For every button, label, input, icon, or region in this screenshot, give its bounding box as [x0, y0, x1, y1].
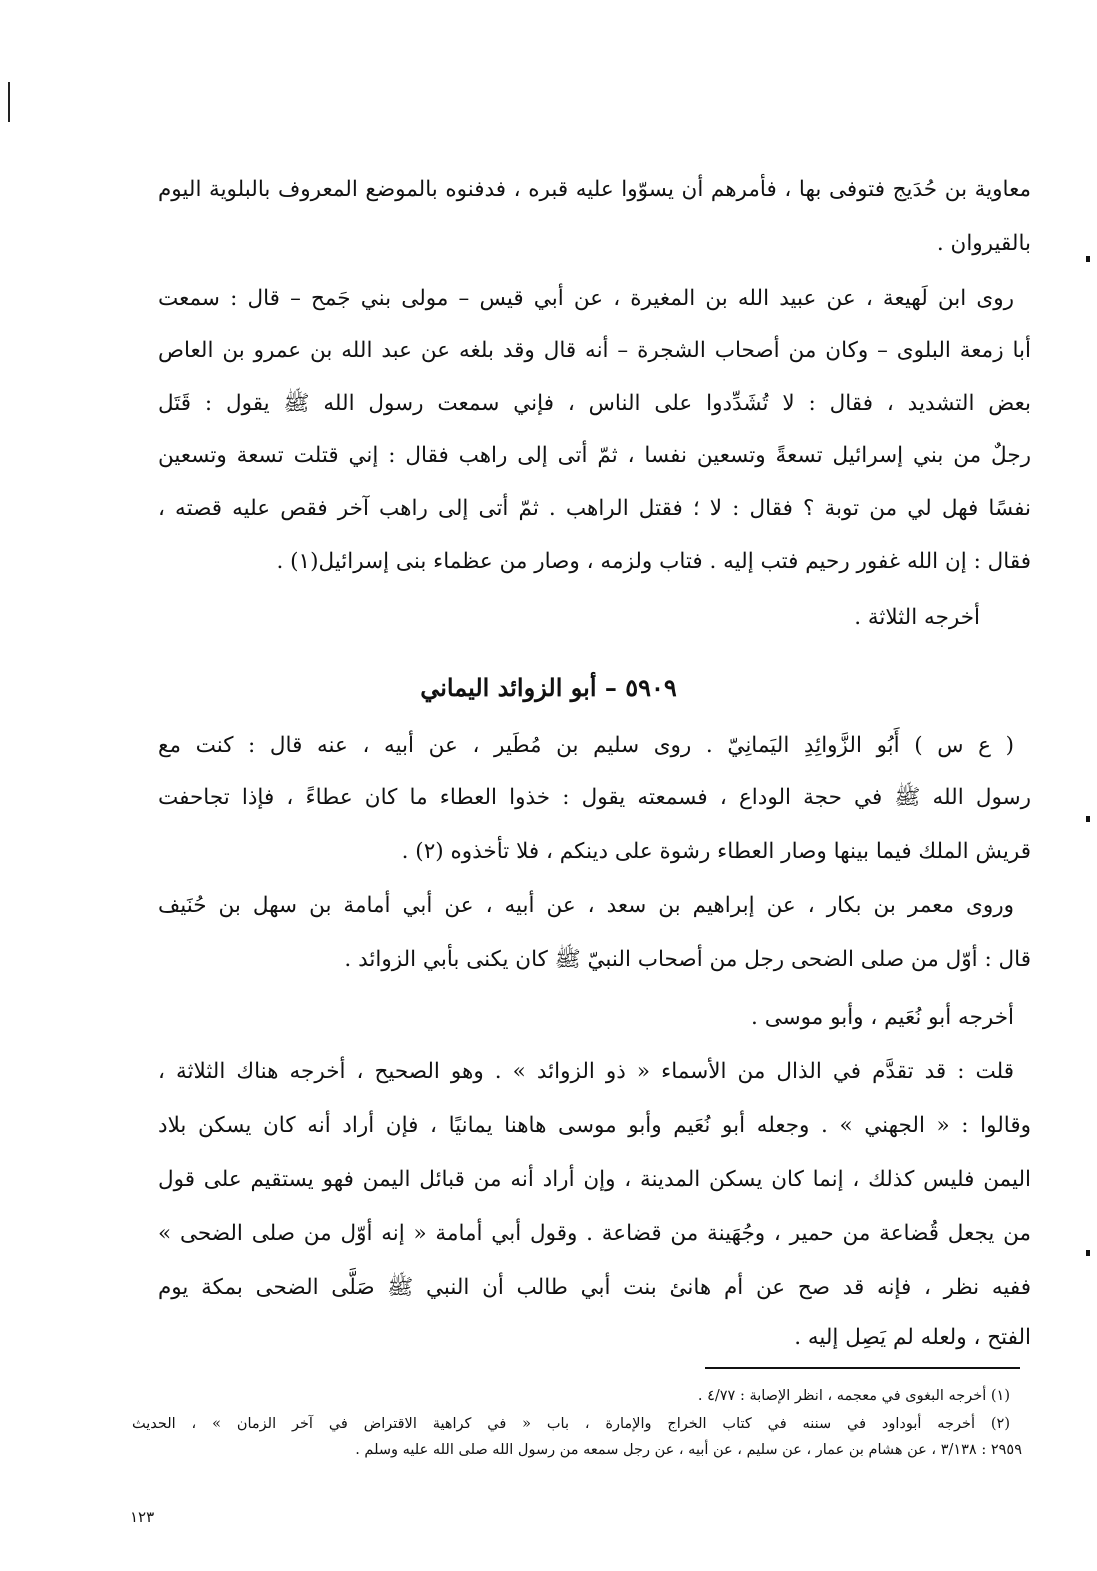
body-line: وروى معمر بن بكار ، عن إبراهيم بن سعد ، عن أبيه ، عن أبي أمامة بن سهل بن حُنَيف — [158, 893, 1014, 918]
footnote: (٢) أخرجه أبوداود في سننه في كتاب الخراج والإمارة ، باب « في كراهية الاقتراض في آخر الزمان » ، الحديث — [132, 1416, 1010, 1432]
body-line: رسول الله ﷺ في حجة الوداع ، فسمعته يقول : خذوا العطاء ما كان عطاءً ، فإذا تجاحفت — [158, 785, 1031, 810]
body-line: روى ابن لَهيعة ، عن عبيد الله بن المغيرة ، عن أبي قيس – مولى بني جَمح – قال : سمعت — [158, 286, 1014, 311]
body-line: ( ع س ) أَبُو الزَّوائِدِ اليَمانِيّ . روى سليم بن مُطَير ، عن أبيه ، عنه قال : كنت مع — [158, 733, 1014, 758]
scan-margin-mark — [8, 82, 10, 122]
takhrij-line: أخرجه الثلاثة . — [854, 605, 980, 630]
body-line: معاوية بن حُدَيج فتوفى بها ، فأمرهم أن يسوّوا عليه قبره ، فدفنوه بالموضع المعروف بالبلوية اليوم — [158, 177, 1031, 202]
body-line: أبا زمعة البلوى – وكان من أصحاب الشجرة – أنه قال وقد بلغه عن عبد الله بن عمرو بن العاص — [158, 338, 1031, 363]
scan-speck — [1086, 1250, 1090, 1256]
body-line: رجلٌ من بني إسرائيل تسعةً وتسعين نفسا ، ثمّ أتى إلى راهب فقال : إني قتلت تسعة وتسعين — [158, 443, 1031, 468]
footnote: (١) أخرجه البغوى في معجمه ، انظر الإصابة : ٤/٧٧ . — [697, 1388, 1010, 1404]
footnote-rule — [705, 1367, 1020, 1369]
body-line: قريش الملك فيما بينها وصار العطاء رشوة على دينكم ، فلا تأخذوه (٢) . — [401, 839, 1031, 864]
entry-heading: ٥٩٠٩ – أبو الزوائد اليماني — [420, 673, 677, 702]
body-line: بعض التشديد ، فقال : لا تُشَدِّدوا على الناس ، فإني سمعت رسول الله ﷺ يقول : قَتَل — [158, 391, 1031, 416]
body-line: نفسًا فهل لي من توبة ؟ فقال : لا ؛ فقتل الراهب . ثمّ أتى إلى راهب آخر فقص عليه قصته ، — [158, 496, 1031, 521]
body-line: قلت : قد تقدَّم في الذال من الأسماء « ذو الزوائد » . وهو الصحيح ، أخرجه هناك الثلاثة ، — [158, 1059, 1014, 1084]
body-line: وقالوا : « الجهني » . وجعله أبو نُعَيم وأبو موسى هاهنا يمانيًا ، فإن أراد أنه كان يسكن بلاد — [158, 1113, 1031, 1138]
body-line: الفتح ، ولعله لم يَصِل إليه . — [794, 1325, 1031, 1350]
body-line: اليمن فليس كذلك ، إنما كان يسكن المدينة ، وإن أراد أنه من قبائل اليمن فهو يستقيم على قول — [158, 1167, 1031, 1192]
page-number: ١٢٣ — [130, 1508, 155, 1526]
scan-speck — [1086, 816, 1090, 822]
scan-speck — [1086, 256, 1090, 262]
body-line: ففيه نظر ، فإنه قد صح عن أم هانئ بنت أبي طالب أن النبي ﷺ صَلَّى الضحى بمكة يوم — [158, 1275, 1031, 1300]
body-line: من يجعل قُضاعة من حمير ، وجُهَينة من قضاعة . وقول أبي أمامة « إنه أوّل من صلى الضحى » — [158, 1221, 1031, 1246]
body-line: فقال : إن الله غفور رحيم فتب إليه . فتاب ولزمه ، وصار من عظماء بنى إسرائيل(١) . — [276, 549, 1031, 574]
takhrij-line: أخرجه أبو نُعَيم ، وأبو موسى . — [751, 1005, 1014, 1030]
body-line: بالقيروان . — [936, 231, 1031, 256]
body-line: قال : أوّل من صلى الضحى رجل من أصحاب النبيّ ﷺ كان يكنى بأبي الزوائد . — [344, 947, 1031, 972]
footnote: ٢٩٥٩ : ٣/١٣٨ ، عن هشام بن عمار ، عن سليم ، عن أبيه ، عن رجل سمعه من رسول الله صلى الله عليه وسلم . — [355, 1442, 1022, 1458]
